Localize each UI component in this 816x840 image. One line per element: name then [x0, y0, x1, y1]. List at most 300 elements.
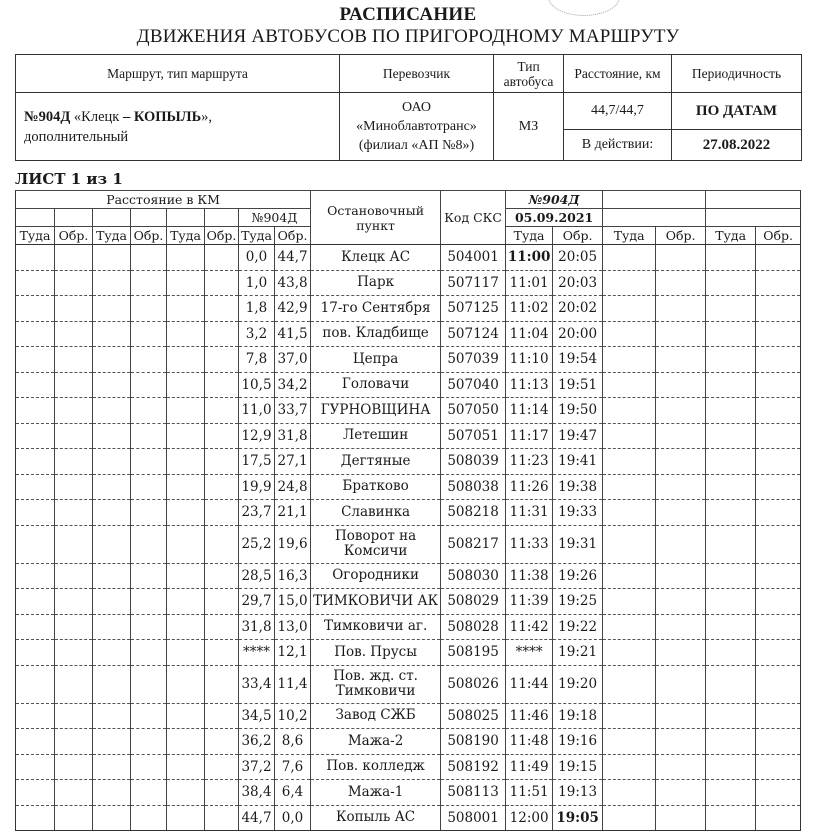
- empty-time-cell: [756, 296, 801, 322]
- empty-time-cell: [756, 589, 801, 615]
- there-header: Туда: [167, 227, 205, 245]
- empty-time-cell: [603, 754, 656, 780]
- km-back: 21,1: [275, 500, 311, 526]
- stop-code: 508026: [441, 665, 506, 703]
- schedule-table: [15, 190, 801, 831]
- empty-time-cell: [603, 589, 656, 615]
- stop-name: Огородники: [311, 563, 441, 589]
- stop-code: 508192: [441, 754, 506, 780]
- empty-time-cell: [706, 640, 756, 666]
- stop-name: ТИМКОВИЧИ АК: [311, 589, 441, 615]
- stop-code: 508195: [441, 640, 506, 666]
- time-there: 11:01: [506, 270, 553, 296]
- empty-km-cell: [16, 780, 55, 806]
- empty-km-cell: [55, 372, 93, 398]
- time-back: 20:05: [553, 245, 603, 271]
- empty-km-cell: [167, 754, 205, 780]
- empty-km-header: [16, 209, 55, 227]
- time-back: 19:25: [553, 589, 603, 615]
- empty-time-cell: [603, 640, 656, 666]
- empty-km-cell: [16, 296, 55, 322]
- schedule-row: [16, 805, 801, 831]
- time-back: 19:41: [553, 449, 603, 475]
- schedule-row: [16, 296, 801, 322]
- empty-km-cell: [93, 703, 131, 729]
- time-there: 11:23: [506, 449, 553, 475]
- empty-km-cell: [93, 589, 131, 615]
- km-back: 44,7: [275, 245, 311, 271]
- empty-km-cell: [93, 500, 131, 526]
- empty-time-cell: [756, 372, 801, 398]
- empty-km-cell: [205, 296, 239, 322]
- time-back: 19:20: [553, 665, 603, 703]
- route-name-open: «Клецк: [73, 108, 120, 125]
- empty-km-cell: [167, 372, 205, 398]
- empty-time-cell: [756, 729, 801, 755]
- empty-km-cell: [16, 754, 55, 780]
- km-back: 37,0: [275, 347, 311, 373]
- stop-code: 508217: [441, 525, 506, 563]
- time-back: 19:50: [553, 398, 603, 424]
- empty-km-cell: [205, 347, 239, 373]
- empty-km-cell: [205, 665, 239, 703]
- trip-date-header: 05.09.2021: [506, 209, 603, 227]
- empty-time-cell: [603, 474, 656, 500]
- empty-km-header: [93, 209, 131, 227]
- empty-trip-date-1: [603, 209, 706, 227]
- empty-km-cell: [55, 525, 93, 563]
- empty-time-cell: [656, 614, 706, 640]
- empty-km-cell: [131, 754, 167, 780]
- stop-name: Мажа-1: [311, 780, 441, 806]
- empty-km-cell: [205, 780, 239, 806]
- empty-km-cell: [16, 398, 55, 424]
- time-there: 11:49: [506, 754, 553, 780]
- empty-time-cell: [756, 398, 801, 424]
- empty-km-cell: [205, 245, 239, 271]
- stop-name: ГУРНОВЩИНА: [311, 398, 441, 424]
- km-route-header: №904Д: [239, 209, 311, 227]
- empty-km-cell: [55, 640, 93, 666]
- time-back: 19:33: [553, 500, 603, 526]
- empty-km-cell: [131, 398, 167, 424]
- stop-code: 508218: [441, 500, 506, 526]
- km-back: 19,6: [275, 525, 311, 563]
- empty-time-cell: [706, 563, 756, 589]
- empty-time-cell: [756, 525, 801, 563]
- empty-time-cell: [756, 703, 801, 729]
- empty-km-cell: [167, 500, 205, 526]
- km-there: 34,5: [239, 703, 275, 729]
- empty-km-cell: [205, 703, 239, 729]
- km-back: 16,3: [275, 563, 311, 589]
- empty-km-cell: [167, 525, 205, 563]
- stop-name: Пов. Прусы: [311, 640, 441, 666]
- there-header: Туда: [93, 227, 131, 245]
- route-name-close: »,: [201, 108, 213, 125]
- empty-km-cell: [55, 474, 93, 500]
- empty-time-cell: [656, 703, 706, 729]
- empty-time-cell: [603, 500, 656, 526]
- empty-km-cell: [16, 270, 55, 296]
- time-there: 11:51: [506, 780, 553, 806]
- empty-time-cell: [756, 780, 801, 806]
- empty-km-cell: [205, 589, 239, 615]
- empty-km-cell: [16, 589, 55, 615]
- empty-time-cell: [706, 754, 756, 780]
- empty-km-cell: [16, 245, 55, 271]
- empty-km-cell: [131, 703, 167, 729]
- empty-km-cell: [205, 563, 239, 589]
- km-back: 27,1: [275, 449, 311, 475]
- empty-time-cell: [756, 321, 801, 347]
- time-back: 19:21: [553, 640, 603, 666]
- time-back: 19:15: [553, 754, 603, 780]
- empty-km-cell: [131, 589, 167, 615]
- stop-code: 507124: [441, 321, 506, 347]
- schedule-row: [16, 525, 801, 563]
- empty-km-cell: [16, 449, 55, 475]
- empty-km-cell: [167, 805, 205, 831]
- empty-time-cell: [603, 563, 656, 589]
- empty-km-cell: [167, 703, 205, 729]
- empty-km-cell: [55, 245, 93, 271]
- empty-time-cell: [706, 398, 756, 424]
- time-there: 11:02: [506, 296, 553, 322]
- stop-code: 508030: [441, 563, 506, 589]
- empty-time-cell: [756, 474, 801, 500]
- empty-km-cell: [16, 347, 55, 373]
- empty-km-cell: [167, 347, 205, 373]
- km-there: 3,2: [239, 321, 275, 347]
- empty-time-cell: [656, 805, 706, 831]
- empty-km-header: [205, 209, 239, 227]
- stop-name: Дегтяные: [311, 449, 441, 475]
- stop-name: Цепра: [311, 347, 441, 373]
- km-there: 0,0: [239, 245, 275, 271]
- time-back: 20:02: [553, 296, 603, 322]
- empty-km-cell: [131, 780, 167, 806]
- time-there: 12:00: [506, 805, 553, 831]
- km-back: 12,1: [275, 640, 311, 666]
- empty-km-cell: [16, 321, 55, 347]
- empty-km-cell: [55, 665, 93, 703]
- time-back: 19:22: [553, 614, 603, 640]
- empty-km-cell: [131, 640, 167, 666]
- km-back: 0,0: [275, 805, 311, 831]
- time-there: ****: [506, 640, 553, 666]
- km-there: 37,2: [239, 754, 275, 780]
- stop-code: 508190: [441, 729, 506, 755]
- empty-time-cell: [656, 665, 706, 703]
- empty-km-cell: [93, 398, 131, 424]
- stop-name-line2: Тимковичи: [335, 683, 416, 699]
- schedule-row: [16, 754, 801, 780]
- empty-time-cell: [656, 500, 706, 526]
- empty-time-cell: [706, 780, 756, 806]
- schedule-row: [16, 729, 801, 755]
- empty-km-cell: [93, 614, 131, 640]
- time-back: 19:13: [553, 780, 603, 806]
- trip-route-header: №904Д: [506, 191, 603, 209]
- empty-time-cell: [603, 398, 656, 424]
- empty-km-cell: [16, 805, 55, 831]
- stop-code: 507040: [441, 372, 506, 398]
- back-header: Обр.: [756, 227, 801, 245]
- empty-km-cell: [16, 703, 55, 729]
- empty-time-cell: [656, 270, 706, 296]
- empty-time-cell: [706, 665, 756, 703]
- empty-time-cell: [603, 270, 656, 296]
- empty-km-cell: [167, 729, 205, 755]
- empty-km-cell: [93, 754, 131, 780]
- empty-km-cell: [205, 614, 239, 640]
- empty-time-cell: [706, 589, 756, 615]
- km-there: 31,8: [239, 614, 275, 640]
- empty-km-header: [55, 209, 93, 227]
- time-back: 19:47: [553, 423, 603, 449]
- time-back: 19:05: [553, 805, 603, 831]
- empty-km-cell: [16, 525, 55, 563]
- empty-km-cell: [55, 347, 93, 373]
- empty-km-cell: [131, 563, 167, 589]
- stop-name-line2: Комсичи: [343, 543, 408, 559]
- stop-code: 507051: [441, 423, 506, 449]
- empty-time-cell: [756, 640, 801, 666]
- empty-km-cell: [131, 347, 167, 373]
- empty-time-cell: [706, 729, 756, 755]
- km-there: 36,2: [239, 729, 275, 755]
- km-there: 33,4: [239, 665, 275, 703]
- schedule-row: [16, 347, 801, 373]
- schedule-row: [16, 372, 801, 398]
- there-header: Туда: [706, 227, 756, 245]
- empty-km-cell: [93, 245, 131, 271]
- empty-km-cell: [205, 449, 239, 475]
- empty-time-cell: [706, 805, 756, 831]
- empty-km-cell: [167, 296, 205, 322]
- route-description: [16, 93, 340, 161]
- in-effect-label: В действии:: [564, 130, 672, 161]
- km-back: 15,0: [275, 589, 311, 615]
- route-type: дополнительный: [24, 128, 129, 145]
- stop-name: Завод СЖБ: [311, 703, 441, 729]
- empty-time-cell: [656, 245, 706, 271]
- empty-km-cell: [55, 589, 93, 615]
- empty-km-cell: [55, 321, 93, 347]
- empty-km-cell: [55, 449, 93, 475]
- empty-time-cell: [706, 372, 756, 398]
- time-there: 11:26: [506, 474, 553, 500]
- empty-time-cell: [603, 347, 656, 373]
- empty-km-cell: [16, 729, 55, 755]
- empty-km-cell: [205, 270, 239, 296]
- empty-time-cell: [756, 347, 801, 373]
- empty-km-cell: [16, 563, 55, 589]
- empty-time-cell: [756, 665, 801, 703]
- empty-km-cell: [93, 321, 131, 347]
- empty-km-cell: [131, 270, 167, 296]
- empty-km-cell: [93, 296, 131, 322]
- empty-time-cell: [656, 449, 706, 475]
- time-there: 11:42: [506, 614, 553, 640]
- time-back: 19:31: [553, 525, 603, 563]
- route-name-dest: – КОПЫЛЬ: [119, 108, 202, 125]
- empty-km-cell: [205, 640, 239, 666]
- empty-time-cell: [656, 347, 706, 373]
- code-header: Код СКС: [441, 191, 506, 245]
- empty-time-cell: [603, 525, 656, 563]
- time-back: 19:16: [553, 729, 603, 755]
- empty-km-cell: [131, 321, 167, 347]
- schedule-row: [16, 321, 801, 347]
- stop-code: 507050: [441, 398, 506, 424]
- empty-km-cell: [55, 614, 93, 640]
- empty-time-cell: [656, 563, 706, 589]
- time-there: 11:31: [506, 500, 553, 526]
- empty-km-cell: [131, 474, 167, 500]
- empty-time-cell: [656, 372, 706, 398]
- km-there: 7,8: [239, 347, 275, 373]
- empty-km-cell: [205, 805, 239, 831]
- schedule-row: [16, 703, 801, 729]
- carrier-header: Перевозчик: [340, 55, 494, 93]
- empty-km-cell: [16, 500, 55, 526]
- time-there: 11:13: [506, 372, 553, 398]
- empty-time-cell: [656, 754, 706, 780]
- km-back: 11,4: [275, 665, 311, 703]
- empty-time-cell: [656, 423, 706, 449]
- km-there: 38,4: [239, 780, 275, 806]
- distance-km-header: Расстояние в КМ: [16, 191, 311, 209]
- empty-time-cell: [706, 321, 756, 347]
- empty-time-cell: [603, 703, 656, 729]
- stop-name: [311, 665, 441, 703]
- empty-time-cell: [603, 245, 656, 271]
- empty-time-cell: [756, 245, 801, 271]
- time-there: 11:46: [506, 703, 553, 729]
- empty-time-cell: [603, 423, 656, 449]
- stop-name-line1: Пов. жд. ст.: [333, 668, 418, 684]
- schedule-row: [16, 589, 801, 615]
- empty-km-cell: [93, 805, 131, 831]
- empty-time-cell: [603, 449, 656, 475]
- empty-km-cell: [16, 372, 55, 398]
- empty-km-cell: [205, 754, 239, 780]
- km-back: 43,8: [275, 270, 311, 296]
- empty-km-cell: [131, 729, 167, 755]
- empty-km-cell: [93, 729, 131, 755]
- there-header: Туда: [239, 227, 275, 245]
- km-back: 13,0: [275, 614, 311, 640]
- empty-time-cell: [756, 449, 801, 475]
- stop-code: 507117: [441, 270, 506, 296]
- time-there: 11:10: [506, 347, 553, 373]
- empty-km-cell: [131, 423, 167, 449]
- stop-name: [311, 525, 441, 563]
- empty-km-cell: [93, 563, 131, 589]
- empty-km-cell: [167, 423, 205, 449]
- km-there: ****: [239, 640, 275, 666]
- empty-km-cell: [205, 398, 239, 424]
- empty-time-cell: [706, 270, 756, 296]
- km-back: 7,6: [275, 754, 311, 780]
- empty-km-cell: [93, 525, 131, 563]
- stop-code: 508113: [441, 780, 506, 806]
- empty-km-cell: [93, 780, 131, 806]
- km-back: 41,5: [275, 321, 311, 347]
- schedule-row: [16, 780, 801, 806]
- km-there: 19,9: [239, 474, 275, 500]
- empty-time-cell: [603, 372, 656, 398]
- empty-km-cell: [131, 372, 167, 398]
- km-there: 23,7: [239, 500, 275, 526]
- empty-km-cell: [93, 347, 131, 373]
- empty-time-cell: [756, 423, 801, 449]
- schedule-row: [16, 398, 801, 424]
- time-there: 11:33: [506, 525, 553, 563]
- stop-name: Мажа-2: [311, 729, 441, 755]
- stop-code: 504001: [441, 245, 506, 271]
- empty-time-cell: [603, 296, 656, 322]
- schedule-row: [16, 500, 801, 526]
- stop-name: Пов. колледж: [311, 754, 441, 780]
- route-header: Маршрут, тип маршрута: [16, 55, 340, 93]
- empty-km-cell: [55, 729, 93, 755]
- time-there: 11:00: [506, 245, 553, 271]
- empty-km-cell: [205, 321, 239, 347]
- schedule-row: [16, 245, 801, 271]
- empty-km-cell: [93, 665, 131, 703]
- empty-km-cell: [167, 589, 205, 615]
- empty-time-cell: [756, 563, 801, 589]
- empty-time-cell: [706, 614, 756, 640]
- schedule-row: [16, 665, 801, 703]
- empty-km-cell: [205, 474, 239, 500]
- km-back: 42,9: [275, 296, 311, 322]
- empty-km-cell: [93, 423, 131, 449]
- empty-km-cell: [167, 665, 205, 703]
- carrier-line3: (филиал «АП №8»): [358, 138, 475, 153]
- stop-name: Летешин: [311, 423, 441, 449]
- empty-time-cell: [756, 754, 801, 780]
- carrier-line1: ОАО: [402, 100, 431, 115]
- empty-km-header: [131, 209, 167, 227]
- carrier-cell: [340, 93, 494, 161]
- empty-time-cell: [656, 474, 706, 500]
- there-header: Туда: [16, 227, 55, 245]
- time-back: 20:03: [553, 270, 603, 296]
- empty-km-cell: [16, 665, 55, 703]
- empty-time-cell: [656, 525, 706, 563]
- stop-name: пов. Кладбище: [311, 321, 441, 347]
- stop-name-line1: Поворот на: [334, 528, 417, 544]
- empty-km-cell: [55, 296, 93, 322]
- document-subtitle: ДВИЖЕНИЯ АВТОБУСОВ ПО ПРИГОРОДНОМУ МАРШРУТУ: [136, 26, 680, 47]
- empty-km-cell: [167, 270, 205, 296]
- distance-header: Расстояние, км: [564, 55, 672, 93]
- empty-time-cell: [706, 347, 756, 373]
- back-header: Обр.: [131, 227, 167, 245]
- back-header: Обр.: [275, 227, 311, 245]
- stop-name: Копыль АС: [311, 805, 441, 831]
- empty-time-cell: [603, 729, 656, 755]
- empty-km-cell: [55, 780, 93, 806]
- bus-type-value: МЗ: [494, 93, 564, 161]
- empty-time-cell: [656, 640, 706, 666]
- time-there: 11:44: [506, 665, 553, 703]
- empty-time-cell: [656, 589, 706, 615]
